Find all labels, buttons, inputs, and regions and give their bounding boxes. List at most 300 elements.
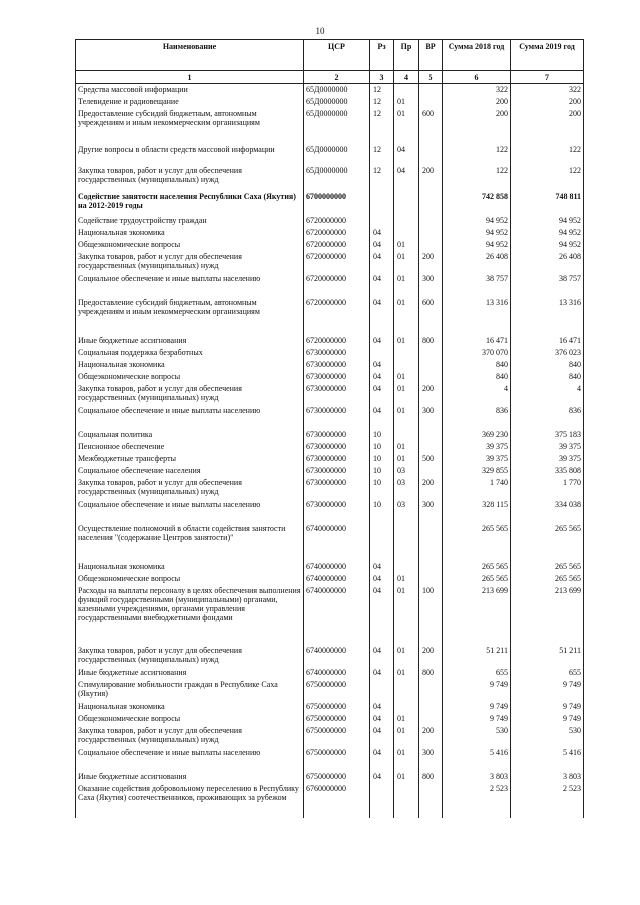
- sum-2018-cell: 122: [443, 166, 511, 192]
- header-csr: ЦСР: [304, 40, 370, 71]
- sum-2019-cell: 16 471: [511, 336, 584, 348]
- pr-cell: 01: [394, 240, 419, 252]
- rz-cell: 10: [370, 454, 394, 466]
- sum-2018-cell: 655: [443, 668, 511, 680]
- name-cell: Иные бюджетные ассигнования: [76, 668, 304, 680]
- name-cell: Закупка товаров, работ и услуг для обеспечения государственных (муниципальных) нужд: [76, 252, 304, 274]
- vr-cell: 200: [419, 646, 443, 668]
- budget-table: [75, 39, 584, 818]
- sum-2018-cell: 836: [443, 406, 511, 430]
- sum-2019-cell: 26 408: [511, 252, 584, 274]
- column-number: 3: [370, 71, 394, 84]
- vr-cell: 800: [419, 336, 443, 348]
- sum-2018-cell: 5 416: [443, 748, 511, 772]
- csr-cell: 6730000000: [304, 454, 370, 466]
- csr-cell: 6750000000: [304, 726, 370, 748]
- sum-2018-cell: 4: [443, 384, 511, 406]
- pr-cell: 01: [394, 714, 419, 726]
- vr-cell: 200: [419, 478, 443, 500]
- header-name: Наименование: [76, 40, 304, 71]
- sum-2019-cell: 265 565: [511, 524, 584, 562]
- sum-2019-cell: 94 952: [511, 240, 584, 252]
- sum-2018-cell: 742 858: [443, 192, 511, 216]
- sum-2018-cell: 122: [443, 145, 511, 166]
- rz-cell: 04: [370, 668, 394, 680]
- pr-cell: 01: [394, 109, 419, 145]
- table-row: [76, 646, 584, 668]
- name-cell: Расходы на выплаты персоналу в целях обеспечения выполнения функций государственными (муниципальными) органами, казенными учреждениями, органами управления государственными внебюджетными фондами: [76, 586, 304, 646]
- vr-cell: [419, 442, 443, 454]
- rz-cell: [370, 192, 394, 216]
- table-row: [76, 574, 584, 586]
- csr-cell: 6720000000: [304, 240, 370, 252]
- sum-2018-cell: 2 523: [443, 784, 511, 818]
- name-cell: Социальное обеспечение и иные выплаты населению: [76, 500, 304, 524]
- csr-cell: 6720000000: [304, 228, 370, 240]
- sum-2019-cell: 1 770: [511, 478, 584, 500]
- name-cell: Социальное обеспечение населения: [76, 466, 304, 478]
- table-row: [76, 372, 584, 384]
- sum-2019-cell: 122: [511, 166, 584, 192]
- name-cell: Другие вопросы в области средств массовой информации: [76, 145, 304, 166]
- sum-2018-cell: 39 375: [443, 442, 511, 454]
- column-number: 2: [304, 71, 370, 84]
- pr-cell: 01: [394, 748, 419, 772]
- sum-2018-cell: 3 803: [443, 772, 511, 784]
- pr-cell: 01: [394, 336, 419, 348]
- name-cell: Иные бюджетные ассигнования: [76, 772, 304, 784]
- name-cell: Закупка товаров, работ и услуг для обеспечения государственных (муниципальных) нужд: [76, 384, 304, 406]
- rz-cell: 04: [370, 360, 394, 372]
- sum-2019-cell: 265 565: [511, 574, 584, 586]
- name-cell: Общеэкономические вопросы: [76, 714, 304, 726]
- pr-cell: [394, 430, 419, 442]
- csr-cell: 6750000000: [304, 714, 370, 726]
- table-row: [76, 348, 584, 360]
- table-row: [76, 714, 584, 726]
- name-cell: Содействие занятости населения Республики Саха (Якутия) на 2012-2019 годы: [76, 192, 304, 216]
- column-number: 1: [76, 71, 304, 84]
- header-sum-2019: Сумма 2019 год: [511, 40, 584, 71]
- csr-cell: 65Д0000000: [304, 84, 370, 98]
- vr-cell: 200: [419, 726, 443, 748]
- sum-2018-cell: 94 952: [443, 216, 511, 228]
- csr-cell: 65Д0000000: [304, 109, 370, 145]
- pr-cell: [394, 192, 419, 216]
- name-cell: Социальная поддержка безработных: [76, 348, 304, 360]
- csr-cell: 6750000000: [304, 702, 370, 714]
- sum-2019-cell: 94 952: [511, 216, 584, 228]
- table-row: [76, 274, 584, 298]
- sum-2019-cell: 9 749: [511, 702, 584, 714]
- vr-cell: [419, 240, 443, 252]
- csr-cell: 6740000000: [304, 586, 370, 646]
- header-sum-2018: Сумма 2018 год: [443, 40, 511, 71]
- table-row: [76, 109, 584, 145]
- table-row: [76, 478, 584, 500]
- rz-cell: 10: [370, 478, 394, 500]
- csr-cell: 6730000000: [304, 360, 370, 372]
- name-cell: Предоставление субсидий бюджетным, автономным учреждениям и иным некоммерческим организациям: [76, 298, 304, 336]
- csr-cell: 6750000000: [304, 748, 370, 772]
- table-row: [76, 454, 584, 466]
- vr-cell: 300: [419, 748, 443, 772]
- csr-cell: 6740000000: [304, 562, 370, 574]
- rz-cell: [370, 216, 394, 228]
- pr-cell: [394, 784, 419, 818]
- rz-cell: 04: [370, 274, 394, 298]
- pr-cell: 01: [394, 772, 419, 784]
- name-cell: Предоставление субсидий бюджетным, автономным учреждениям и иным некоммерческим организациям: [76, 109, 304, 145]
- vr-cell: 100: [419, 586, 443, 646]
- table-row: [76, 406, 584, 430]
- name-cell: Осуществление полномочий в области содействия занятости населения "(содержание Центров занятости)": [76, 524, 304, 562]
- name-cell: Закупка товаров, работ и услуг для обеспечения государственных (муниципальных) нужд: [76, 726, 304, 748]
- pr-cell: [394, 348, 419, 360]
- name-cell: Закупка товаров, работ и услуг для обеспечения государственных (муниципальных) нужд: [76, 166, 304, 192]
- pr-cell: 01: [394, 668, 419, 680]
- sum-2019-cell: 39 375: [511, 442, 584, 454]
- table-row: [76, 252, 584, 274]
- sum-2018-cell: 9 749: [443, 714, 511, 726]
- sum-2019-cell: 213 699: [511, 586, 584, 646]
- sum-2018-cell: 370 070: [443, 348, 511, 360]
- sum-2018-cell: 265 565: [443, 574, 511, 586]
- sum-2019-cell: 200: [511, 109, 584, 145]
- rz-cell: 04: [370, 772, 394, 784]
- table-row: [76, 784, 584, 818]
- table-row: [76, 442, 584, 454]
- page-number: 10: [315, 26, 325, 36]
- sum-2018-cell: 9 749: [443, 702, 511, 714]
- sum-2018-cell: 9 749: [443, 680, 511, 702]
- name-cell: Общеэкономические вопросы: [76, 372, 304, 384]
- name-cell: Оказание содействия добровольному переселению в Республику Саха (Якутия) соотечественников, проживающих за рубежом: [76, 784, 304, 818]
- csr-cell: 6730000000: [304, 500, 370, 524]
- table-row: [76, 524, 584, 562]
- name-cell: Социальное обеспечение и иные выплаты населению: [76, 274, 304, 298]
- sum-2019-cell: 840: [511, 360, 584, 372]
- csr-cell: 6720000000: [304, 274, 370, 298]
- pr-cell: [394, 84, 419, 98]
- csr-cell: 6730000000: [304, 442, 370, 454]
- sum-2019-cell: 94 952: [511, 228, 584, 240]
- csr-cell: 6720000000: [304, 252, 370, 274]
- table-row: [76, 240, 584, 252]
- pr-cell: 01: [394, 442, 419, 454]
- table-row: [76, 84, 584, 98]
- rz-cell: 04: [370, 562, 394, 574]
- sum-2019-cell: 748 811: [511, 192, 584, 216]
- rz-cell: 12: [370, 84, 394, 98]
- sum-2018-cell: 530: [443, 726, 511, 748]
- vr-cell: 300: [419, 274, 443, 298]
- sum-2019-cell: 39 375: [511, 454, 584, 466]
- rz-cell: [370, 348, 394, 360]
- rz-cell: [370, 784, 394, 818]
- sum-2018-cell: 265 565: [443, 562, 511, 574]
- sum-2019-cell: 530: [511, 726, 584, 748]
- pr-cell: 01: [394, 372, 419, 384]
- csr-cell: 6720000000: [304, 336, 370, 348]
- vr-cell: [419, 466, 443, 478]
- sum-2019-cell: 655: [511, 668, 584, 680]
- vr-cell: [419, 372, 443, 384]
- csr-cell: 6730000000: [304, 384, 370, 406]
- name-cell: Телевидение и радиовещание: [76, 97, 304, 109]
- sum-2018-cell: 200: [443, 109, 511, 145]
- csr-cell: 65Д0000000: [304, 145, 370, 166]
- pr-cell: [394, 360, 419, 372]
- vr-cell: 600: [419, 298, 443, 336]
- vr-cell: 800: [419, 668, 443, 680]
- vr-cell: 500: [419, 454, 443, 466]
- table-row: [76, 336, 584, 348]
- table-row: [76, 145, 584, 166]
- pr-cell: 01: [394, 274, 419, 298]
- name-cell: Общеэкономические вопросы: [76, 240, 304, 252]
- rz-cell: 04: [370, 586, 394, 646]
- csr-cell: 6730000000: [304, 430, 370, 442]
- rz-cell: 04: [370, 726, 394, 748]
- name-cell: Пенсионное обеспечение: [76, 442, 304, 454]
- vr-cell: 800: [419, 772, 443, 784]
- sum-2019-cell: 334 038: [511, 500, 584, 524]
- rz-cell: 10: [370, 500, 394, 524]
- table-row: [76, 466, 584, 478]
- pr-cell: 01: [394, 406, 419, 430]
- sum-2019-cell: 9 749: [511, 680, 584, 702]
- table-row: [76, 166, 584, 192]
- rz-cell: 04: [370, 384, 394, 406]
- table-body: [76, 84, 584, 819]
- sum-2019-cell: 3 803: [511, 772, 584, 784]
- csr-cell: 6760000000: [304, 784, 370, 818]
- table-row: [76, 298, 584, 336]
- table-row: [76, 562, 584, 574]
- vr-cell: 300: [419, 500, 443, 524]
- sum-2019-cell: 5 416: [511, 748, 584, 772]
- sum-2019-cell: 265 565: [511, 562, 584, 574]
- rz-cell: 12: [370, 109, 394, 145]
- vr-cell: [419, 228, 443, 240]
- sum-2018-cell: 265 565: [443, 524, 511, 562]
- rz-cell: 04: [370, 228, 394, 240]
- rz-cell: [370, 680, 394, 702]
- vr-cell: [419, 97, 443, 109]
- vr-cell: [419, 562, 443, 574]
- csr-cell: 6740000000: [304, 646, 370, 668]
- name-cell: Закупка товаров, работ и услуг для обеспечения государственных (муниципальных) нужд: [76, 646, 304, 668]
- table-row: [76, 360, 584, 372]
- vr-cell: [419, 84, 443, 98]
- sum-2018-cell: 39 375: [443, 454, 511, 466]
- table-row: [76, 668, 584, 680]
- column-number-row: [76, 71, 584, 84]
- name-cell: Национальная экономика: [76, 228, 304, 240]
- name-cell: Социальная политика: [76, 430, 304, 442]
- rz-cell: 12: [370, 145, 394, 166]
- name-cell: Средства массовой информации: [76, 84, 304, 98]
- rz-cell: 12: [370, 97, 394, 109]
- sum-2018-cell: 200: [443, 97, 511, 109]
- name-cell: Стимулирование мобильности граждан в Республике Саха (Якутия): [76, 680, 304, 702]
- rz-cell: 10: [370, 466, 394, 478]
- rz-cell: 04: [370, 748, 394, 772]
- rz-cell: 04: [370, 372, 394, 384]
- pr-cell: 04: [394, 166, 419, 192]
- name-cell: Содействие трудоустройству граждан: [76, 216, 304, 228]
- name-cell: Национальная экономика: [76, 702, 304, 714]
- table-row: [76, 500, 584, 524]
- sum-2018-cell: 369 230: [443, 430, 511, 442]
- sum-2019-cell: 840: [511, 372, 584, 384]
- rz-cell: [370, 524, 394, 562]
- name-cell: Социальное обеспечение и иные выплаты населению: [76, 748, 304, 772]
- table-row: [76, 384, 584, 406]
- rz-cell: 04: [370, 646, 394, 668]
- name-cell: Иные бюджетные ассигнования: [76, 336, 304, 348]
- rz-cell: 04: [370, 336, 394, 348]
- sum-2019-cell: 122: [511, 145, 584, 166]
- sum-2019-cell: 9 749: [511, 714, 584, 726]
- sum-2018-cell: 1 740: [443, 478, 511, 500]
- sum-2018-cell: 213 699: [443, 586, 511, 646]
- rz-cell: 04: [370, 252, 394, 274]
- sum-2019-cell: 2 523: [511, 784, 584, 818]
- vr-cell: [419, 784, 443, 818]
- name-cell: Общеэкономические вопросы: [76, 574, 304, 586]
- csr-cell: 6720000000: [304, 216, 370, 228]
- vr-cell: [419, 680, 443, 702]
- pr-cell: [394, 562, 419, 574]
- sum-2018-cell: 840: [443, 360, 511, 372]
- vr-cell: [419, 524, 443, 562]
- rz-cell: 04: [370, 714, 394, 726]
- table-row: [76, 702, 584, 714]
- table-row: [76, 228, 584, 240]
- sum-2019-cell: 200: [511, 97, 584, 109]
- vr-cell: 200: [419, 166, 443, 192]
- column-number: 5: [419, 71, 443, 84]
- pr-cell: [394, 524, 419, 562]
- sum-2019-cell: 376 023: [511, 348, 584, 360]
- csr-cell: 6730000000: [304, 478, 370, 500]
- table-row: [76, 772, 584, 784]
- header-pr: Пр: [394, 40, 419, 71]
- sum-2018-cell: 13 316: [443, 298, 511, 336]
- vr-cell: [419, 574, 443, 586]
- sum-2019-cell: 836: [511, 406, 584, 430]
- pr-cell: 01: [394, 384, 419, 406]
- csr-cell: 6730000000: [304, 466, 370, 478]
- vr-cell: [419, 702, 443, 714]
- name-cell: Национальная экономика: [76, 562, 304, 574]
- pr-cell: 04: [394, 145, 419, 166]
- table-row: [76, 430, 584, 442]
- sum-2018-cell: 94 952: [443, 240, 511, 252]
- sum-2019-cell: 335 808: [511, 466, 584, 478]
- rz-cell: 12: [370, 166, 394, 192]
- table-row: [76, 97, 584, 109]
- pr-cell: [394, 216, 419, 228]
- table-row: [76, 216, 584, 228]
- csr-cell: 6750000000: [304, 680, 370, 702]
- rz-cell: 04: [370, 702, 394, 714]
- csr-cell: 6730000000: [304, 372, 370, 384]
- vr-cell: [419, 430, 443, 442]
- pr-cell: 01: [394, 574, 419, 586]
- sum-2018-cell: 38 757: [443, 274, 511, 298]
- column-number: 7: [511, 71, 584, 84]
- table-row: [76, 726, 584, 748]
- table-row: [76, 192, 584, 216]
- sum-2019-cell: 322: [511, 84, 584, 98]
- pr-cell: 01: [394, 454, 419, 466]
- vr-cell: 300: [419, 406, 443, 430]
- vr-cell: [419, 714, 443, 726]
- name-cell: Закупка товаров, работ и услуг для обеспечения государственных (муниципальных) нужд: [76, 478, 304, 500]
- sum-2018-cell: 26 408: [443, 252, 511, 274]
- csr-cell: 6730000000: [304, 406, 370, 430]
- pr-cell: 01: [394, 97, 419, 109]
- sum-2019-cell: 4: [511, 384, 584, 406]
- sum-2018-cell: 329 855: [443, 466, 511, 478]
- pr-cell: 01: [394, 726, 419, 748]
- csr-cell: 6740000000: [304, 668, 370, 680]
- csr-cell: 6750000000: [304, 772, 370, 784]
- pr-cell: 03: [394, 500, 419, 524]
- pr-cell: 03: [394, 466, 419, 478]
- rz-cell: 04: [370, 240, 394, 252]
- table-header-row: [76, 40, 584, 71]
- rz-cell: 10: [370, 430, 394, 442]
- vr-cell: 200: [419, 252, 443, 274]
- csr-cell: 65Д0000000: [304, 166, 370, 192]
- table-row: [76, 586, 584, 646]
- pr-cell: [394, 702, 419, 714]
- rz-cell: 04: [370, 298, 394, 336]
- pr-cell: [394, 680, 419, 702]
- pr-cell: 03: [394, 478, 419, 500]
- sum-2018-cell: 328 115: [443, 500, 511, 524]
- csr-cell: 6720000000: [304, 298, 370, 336]
- vr-cell: [419, 192, 443, 216]
- vr-cell: [419, 216, 443, 228]
- column-number: 6: [443, 71, 511, 84]
- column-number: 4: [394, 71, 419, 84]
- csr-cell: 6730000000: [304, 348, 370, 360]
- rz-cell: 04: [370, 574, 394, 586]
- sum-2019-cell: 375 183: [511, 430, 584, 442]
- sum-2018-cell: 94 952: [443, 228, 511, 240]
- rz-cell: 10: [370, 442, 394, 454]
- csr-cell: 6740000000: [304, 524, 370, 562]
- sum-2018-cell: 840: [443, 372, 511, 384]
- sum-2019-cell: 13 316: [511, 298, 584, 336]
- vr-cell: 200: [419, 384, 443, 406]
- sum-2019-cell: 38 757: [511, 274, 584, 298]
- sum-2018-cell: 51 211: [443, 646, 511, 668]
- pr-cell: 01: [394, 298, 419, 336]
- vr-cell: [419, 360, 443, 372]
- sum-2018-cell: 16 471: [443, 336, 511, 348]
- csr-cell: 65Д0000000: [304, 97, 370, 109]
- csr-cell: 6700000000: [304, 192, 370, 216]
- name-cell: Социальное обеспечение и иные выплаты населению: [76, 406, 304, 430]
- pr-cell: 01: [394, 586, 419, 646]
- pr-cell: 01: [394, 646, 419, 668]
